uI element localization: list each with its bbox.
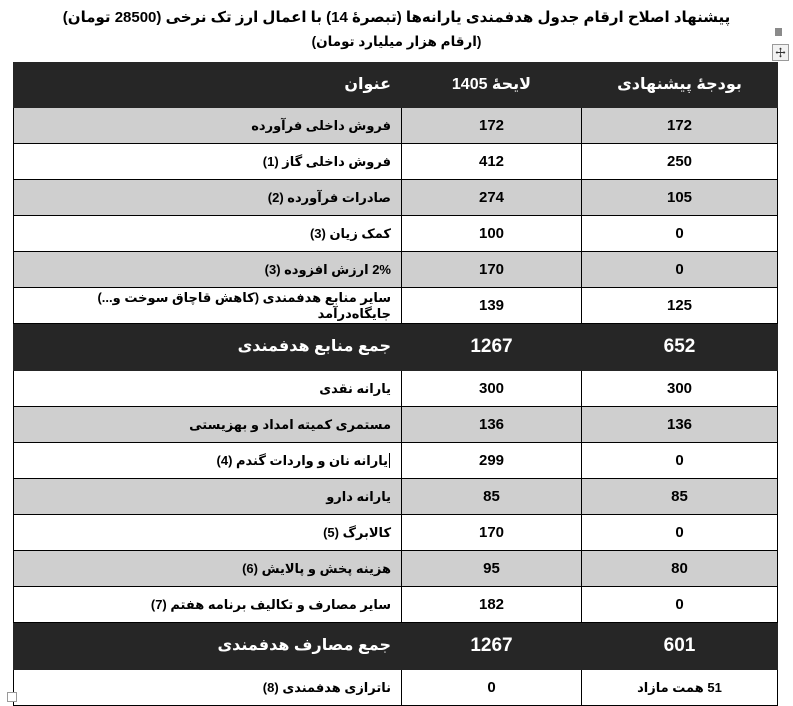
cell-row-title [14,108,402,144]
cell-proposed-budget: 0 [582,587,778,623]
cell-row-title [14,324,402,371]
cell-bill-1405: 412 [402,144,582,180]
row-title-text: یارانه نان و واردات گندم (4) [216,452,388,468]
table-row [14,216,778,252]
cell-bill-1405: 85 [402,479,582,515]
cell-proposed-budget: 601 [582,623,778,670]
table-row [14,515,778,551]
cell-row-title [14,180,402,216]
selection-mark-icon [775,28,782,36]
table-row [14,479,778,515]
cell-proposed-budget: 0 [582,443,778,479]
cell-row-title [14,144,402,180]
budget-table [13,62,778,706]
row-title-text: هزینه پخش و پالایش (6) [242,560,391,576]
cell-proposed-budget: 125 [582,288,778,324]
cell-row-title [14,288,402,324]
cell-bill-1405: 170 [402,252,582,288]
cell-bill-1405: 172 [402,108,582,144]
cell-bill-1405: 1267 [402,324,582,371]
cell-proposed-budget: 300 [582,371,778,407]
table-header [14,63,778,108]
table-total-row [14,623,778,670]
row-title-text: سایر منابع هدفمندی (کاهش قاچاق سوخت و...) جایگاه‌درآمد [97,289,391,321]
row-title-text: یارانه دارو [326,488,391,504]
table-header-row [14,63,778,108]
move-handle-icon[interactable] [772,44,789,61]
column-header-title: عنوان [14,63,402,108]
table-row [14,407,778,443]
row-title-text: 2% ارزش افزوده (3) [264,261,391,277]
cell-row-title [14,216,402,252]
resize-handle-icon[interactable] [7,692,17,702]
cell-row-title [14,443,402,479]
cell-row-title [14,551,402,587]
row-title-text: فروش داخلی گاز (1) [262,153,391,169]
cell-proposed-budget: 80 [582,551,778,587]
page-subtitle: (ارقام هزار میلیارد تومان) [311,34,482,49]
cell-proposed-budget: 51 همت مازاد [582,670,778,706]
cell-bill-1405: 182 [402,587,582,623]
cell-proposed-budget: 250 [582,144,778,180]
cell-bill-1405: 100 [402,216,582,252]
row-title-text: ناترازی هدفمندی (8) [262,679,391,695]
cell-row-title [14,670,402,706]
table-row [14,551,778,587]
cell-row-title [14,407,402,443]
cell-proposed-budget: 652 [582,324,778,371]
title-block [0,0,793,53]
table-row [14,252,778,288]
cell-bill-1405: 0 [402,670,582,706]
table-row [14,180,778,216]
budget-table-wrapper [14,62,778,706]
column-header-bill-1405: لایحۀ 1405 [402,63,582,108]
row-title-text: یارانه نقدی [319,380,391,396]
table-row [14,670,778,706]
cell-bill-1405: 136 [402,407,582,443]
row-title-text: جمع منابع هدفمندی [237,338,391,355]
row-title-text: فروش داخلی فرآورده [251,117,391,133]
table-row [14,144,778,180]
column-header-proposed-budget: بودجۀ پیشنهادی [582,63,778,108]
table-row [14,371,778,407]
cell-row-title [14,479,402,515]
cell-proposed-budget: 0 [582,252,778,288]
cell-bill-1405: 1267 [402,623,582,670]
row-title-text: جمع مصارف هدفمندی [217,637,391,654]
cell-proposed-budget: 85 [582,479,778,515]
cell-proposed-budget: 105 [582,180,778,216]
cell-bill-1405: 274 [402,180,582,216]
row-title-text: صادرات فرآورده (2) [267,189,391,205]
cell-bill-1405: 139 [402,288,582,324]
table-row [14,443,778,479]
cell-proposed-budget: 136 [582,407,778,443]
table-row [14,288,778,324]
row-title-text: سایر مصارف و تکالیف برنامه هفتم (7) [150,596,391,612]
row-title-text: کالابرگ (5) [323,524,391,540]
table-row [14,587,778,623]
row-title-text: کمک زیان (3) [309,225,391,241]
cell-bill-1405: 95 [402,551,582,587]
cell-row-title [14,252,402,288]
table-row [14,108,778,144]
cell-row-title [14,371,402,407]
table-total-row [14,324,778,371]
cell-row-title [14,623,402,670]
cell-proposed-budget: 0 [582,216,778,252]
cell-bill-1405: 170 [402,515,582,551]
cell-proposed-budget: 172 [582,108,778,144]
cell-bill-1405: 299 [402,443,582,479]
cell-bill-1405: 300 [402,371,582,407]
page-title: پیشنهاد اصلاح ارقام جدول هدفمندی یارانه‌ها (تبصرۀ 14) با اعمال ارز تک نرخی (28500 تومان) [62,9,731,26]
cell-row-title [14,515,402,551]
cell-proposed-budget: 0 [582,515,778,551]
text-cursor-icon [389,453,390,468]
cell-row-title [14,587,402,623]
row-title-text: مستمری کمیته امداد و بهزیستی [189,416,391,432]
table-body [14,108,778,706]
